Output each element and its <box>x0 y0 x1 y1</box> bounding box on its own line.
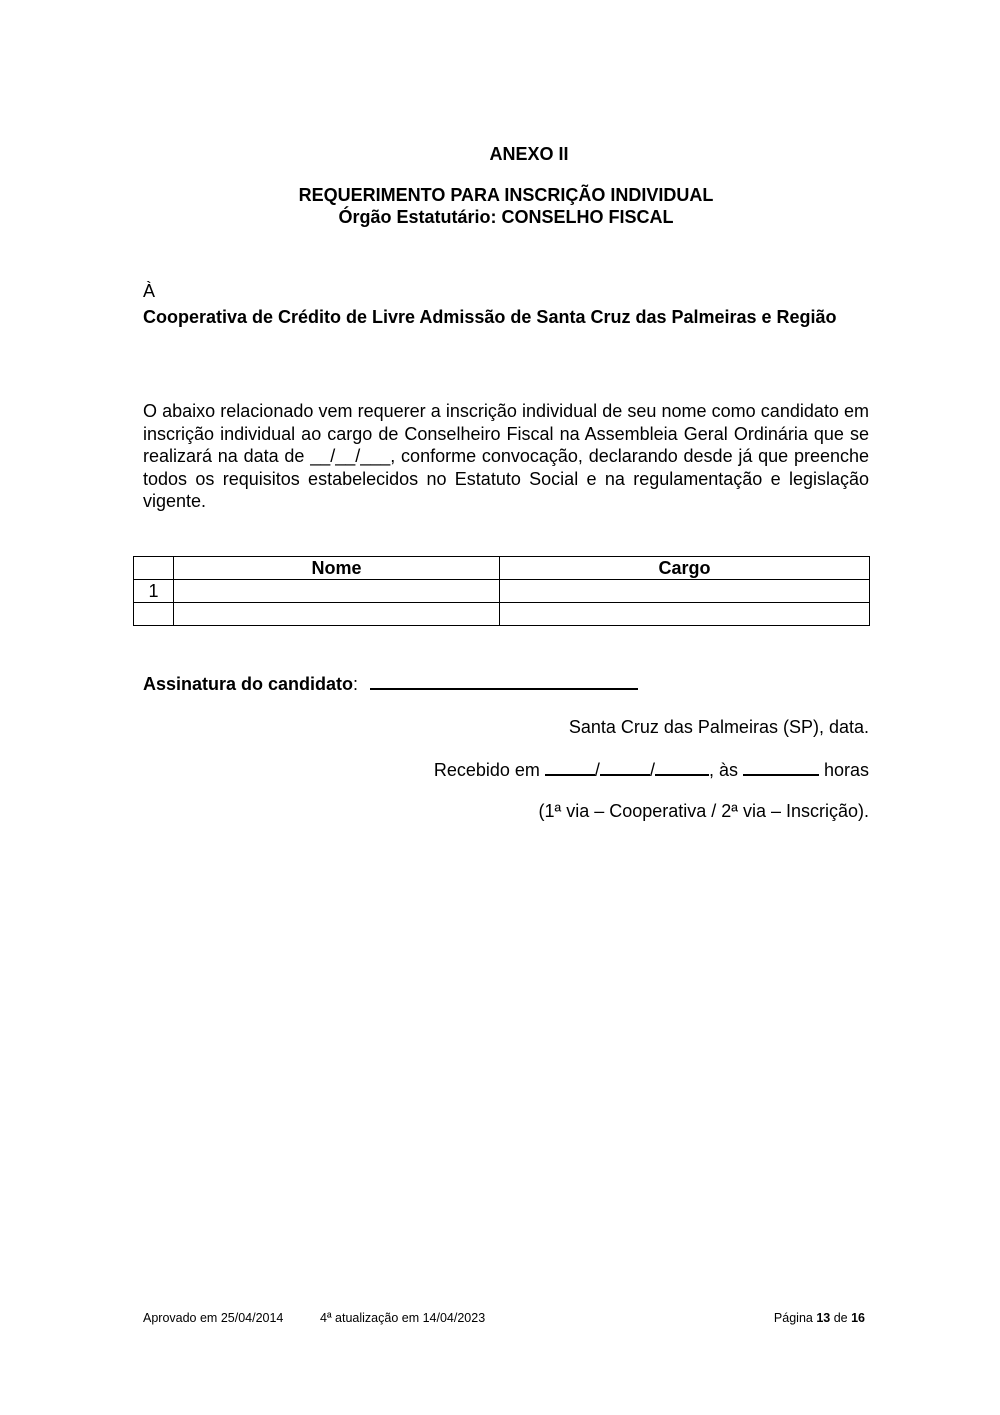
table-header-cargo: Cargo <box>500 557 870 580</box>
received-prefix: Recebido em <box>433 760 545 780</box>
table-cell-cargo[interactable] <box>500 603 870 626</box>
table-cell-nome[interactable] <box>173 603 499 626</box>
page-total: 16 <box>851 1311 865 1325</box>
table-row <box>134 580 870 603</box>
table-cell-nome[interactable] <box>173 580 499 603</box>
signature-colon: : <box>353 674 359 694</box>
candidate-table <box>133 556 870 626</box>
received-time-blank[interactable] <box>743 758 819 776</box>
footer-approved: Aprovado em 25/04/2014 <box>143 1311 284 1325</box>
table-header-number <box>134 557 174 580</box>
received-line <box>434 758 869 781</box>
received-month-blank[interactable] <box>600 758 650 776</box>
annex-title: ANEXO II <box>489 144 569 164</box>
received-suffix: horas <box>818 760 869 780</box>
copies-note: (1ª via – Cooperativa / 2ª via – Inscrição). <box>538 801 869 821</box>
received-day-blank[interactable] <box>545 758 595 776</box>
body-text-part2: , conforme convocação, declarando desde já que preenche todos os requisitos estabelecidos no Estatuto Social e na regulamentação e legislação vigente. <box>143 446 869 511</box>
received-sep: / <box>594 760 600 780</box>
table-header-row <box>134 557 870 580</box>
table-cell-cargo[interactable] <box>500 580 870 603</box>
received-year-blank[interactable] <box>655 758 709 776</box>
recipient-prefix: À <box>143 281 156 301</box>
received-mid: , às <box>708 760 743 780</box>
meeting-date-blank[interactable]: __/__/___ <box>310 446 391 466</box>
body-text-part1: O abaixo relacionado vem requerer a inscrição individual de seu nome como candidato em inscrição individual ao cargo de Conselheiro Fiscal na Assembleia Geral Ordinária que se realizará na data de <box>143 401 869 466</box>
recipient-name: Cooperativa de Crédito de Livre Admissão de Santa Cruz das Palmeiras e Região <box>143 307 837 327</box>
footer-update: 4ª atualização em 14/04/2023 <box>320 1311 486 1325</box>
signature-label: Assinatura do candidato <box>143 674 354 694</box>
page-of: de <box>830 1311 852 1325</box>
table-row <box>134 603 870 626</box>
organ-title: Órgão Estatutário: CONSELHO FISCAL <box>338 207 674 227</box>
page-label: Página <box>773 1311 817 1325</box>
signature-blank[interactable] <box>370 670 638 690</box>
page-current: 13 <box>816 1311 831 1325</box>
request-title: REQUERIMENTO PARA INSCRIÇÃO INDIVIDUAL <box>298 185 714 205</box>
body-paragraph <box>143 400 869 513</box>
table-cell-number: 1 <box>134 580 174 603</box>
place-date: Santa Cruz das Palmeiras (SP), data. <box>568 717 869 737</box>
table-cell-number <box>134 603 174 626</box>
table-header-nome: Nome <box>173 557 499 580</box>
signature-line <box>143 670 638 695</box>
footer-page-number <box>774 1311 865 1326</box>
received-sep: / <box>649 760 655 780</box>
